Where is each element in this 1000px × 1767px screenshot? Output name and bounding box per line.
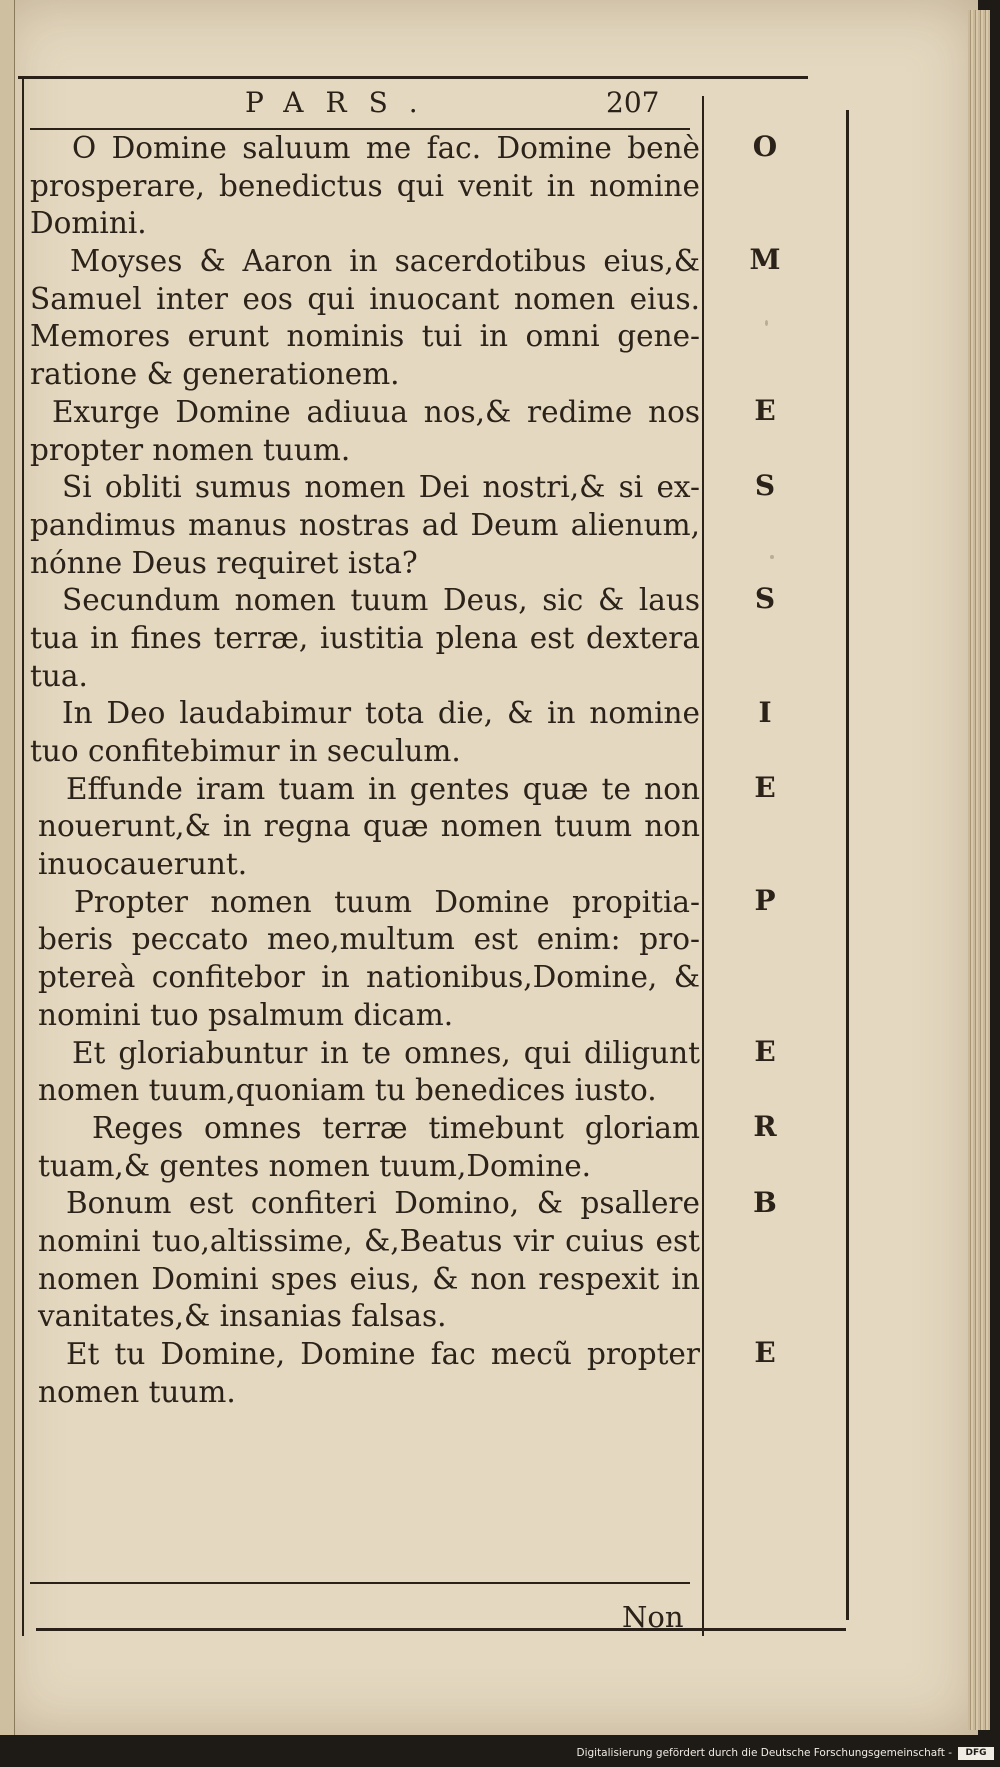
marginal-letter: R <box>753 1110 777 1144</box>
text-line: O Domine saluum me fac. Domine benè <box>72 131 700 165</box>
text-line: beris peccato meo,multum est enim: pro- <box>38 922 700 957</box>
marginal-letter: S <box>754 582 776 616</box>
text-line: Reges omnes terræ timebunt gloriam <box>92 1110 700 1145</box>
text-line: inuocauerunt. <box>38 847 248 882</box>
text-line: Si obliti sumus nomen Dei nostri,& si ex- <box>62 470 700 505</box>
marginal-letter: B <box>753 1185 777 1219</box>
text-line: Exurge Domine adiuua nos,& redime nos <box>52 394 700 429</box>
marginal-letter: E <box>754 1034 776 1068</box>
running-head: PARS. <box>245 86 440 119</box>
digitization-credit: Digitalisierung gefördert durch die Deutsche Forschungsgemeinschaft - <box>576 1747 952 1759</box>
text-line: nónne Deus requiret ista? <box>30 545 418 580</box>
text-line: nomen tuum,quoniam tu benedices iusto. <box>38 1073 657 1108</box>
catchword: Non <box>622 1600 684 1634</box>
top-outer-rule <box>18 76 808 79</box>
text-line: vanitates,& insanias falsas. <box>38 1299 447 1334</box>
text-line: tuo confitebimur in seculum. <box>30 734 461 768</box>
dfg-logo: DFG <box>958 1747 994 1760</box>
text-line: ratione & generationem. <box>30 357 400 392</box>
text-bottom-rule <box>30 1582 690 1584</box>
text-line: In Deo laudabimur tota die, & in nomine <box>62 696 700 731</box>
page-number: 207 <box>606 86 660 119</box>
text-line: Secundum nomen tuum Deus, sic & laus <box>62 583 700 618</box>
bottom-outer-rule <box>36 1628 846 1631</box>
text-frame-left-rule <box>22 76 24 1636</box>
margin-frame-right-rule <box>846 110 849 1620</box>
text-line: nomini tuo,altissime, &,Beatus vir cuius est <box>38 1223 700 1258</box>
text-line: pandimus manus nostras ad Deum alienum, <box>30 507 700 542</box>
text-line: Domini. <box>30 206 147 241</box>
text-line: propter nomen tuum. <box>30 432 351 467</box>
text-line: tua in fines terræ, iustitia plena est dextera <box>30 620 700 655</box>
marginal-letter: E <box>754 393 776 427</box>
text-line: nomini tuo psalmum dicam. <box>38 997 454 1032</box>
marginal-letter: I <box>758 695 772 729</box>
text-line: Bonum est confiteri Domino, & psallere <box>66 1186 700 1221</box>
text-line: Et tu Domine, Domine fac mecũ propter <box>66 1337 700 1371</box>
text-line: Effunde iram tuam in gentes quæ te non <box>66 771 700 806</box>
previous-page-edge <box>0 0 15 1735</box>
text-line: tuam,& gentes nomen tuum,Domine. <box>38 1148 592 1183</box>
ink-spot <box>770 555 774 559</box>
text-line: Moyses & Aaron in sacerdotibus eius,& <box>70 244 700 279</box>
marginal-letter: E <box>754 770 776 804</box>
ink-spot <box>765 320 768 326</box>
text-line: ptereà confitebor in nationibus,Domine, & <box>38 960 700 995</box>
text-line: tua. <box>30 658 88 693</box>
text-line: Propter nomen tuum Domine propitia- <box>74 884 700 919</box>
marginal-letter: M <box>749 243 781 277</box>
marginal-letter: P <box>754 884 776 917</box>
psalm-text-block <box>30 130 700 1411</box>
text-line: Memores erunt nominis tui in omni gene- <box>30 319 700 354</box>
text-line: nomen Domini spes eius, & non respexit in <box>38 1261 700 1296</box>
marginal-letter: E <box>754 1336 776 1370</box>
text-line: nomen tuum. <box>38 1374 236 1409</box>
marginal-letter: O <box>752 130 778 163</box>
text-line: prosperare, benedictus qui venit in nomine <box>30 168 700 203</box>
text-frame-right-rule <box>702 96 704 1636</box>
text-line: Samuel inter eos qui inuocant nomen eius. <box>30 281 700 316</box>
marginal-letter: S <box>754 469 776 503</box>
text-line: nouerunt,& in regna quæ nomen tuum non <box>38 809 700 844</box>
page-block-edge <box>968 10 990 1730</box>
text-line: Et gloriabuntur in te omnes, qui diligunt <box>72 1035 700 1070</box>
